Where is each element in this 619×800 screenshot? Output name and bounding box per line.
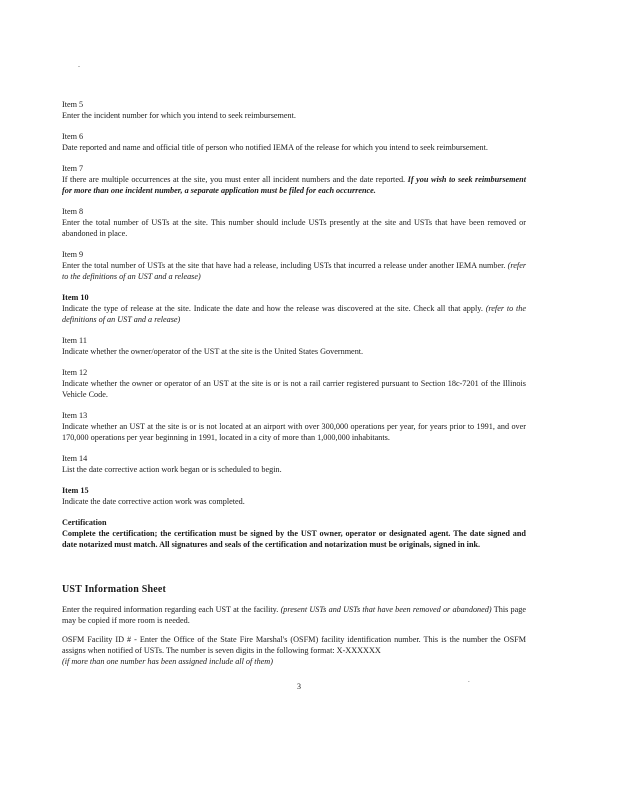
item-title: Certification	[62, 518, 107, 527]
list-item	[62, 206, 526, 239]
item-title: Item 15	[62, 486, 89, 495]
ust-section	[62, 604, 526, 675]
list-item	[62, 367, 526, 400]
ust-paragraph-text: Enter the required information regarding each UST at the facility.	[62, 605, 279, 614]
item-body	[62, 303, 526, 325]
ust-paragraph-note: (present USTs and USTs that have been removed or abandoned)	[280, 605, 492, 614]
section-title: UST Information Sheet	[62, 584, 167, 595]
item-title: Item 6	[62, 132, 84, 141]
item-title: Item 7	[62, 164, 84, 173]
list-item	[62, 517, 526, 550]
list-item	[62, 249, 526, 282]
list-item	[62, 131, 526, 153]
item-body-note: (refer to the definitions of an UST and a release)	[62, 261, 527, 281]
instructions-list	[62, 99, 526, 560]
page-number: 3	[297, 682, 301, 691]
list-item	[62, 485, 526, 507]
corner-mark: .	[78, 60, 80, 69]
item-body-text: If there are multiple occurrences at the site, you must enter all incident numbers and the date reported.	[62, 175, 406, 184]
list-item	[62, 453, 526, 475]
ust-paragraph-text: OSFM Facility ID # - Enter the Office of the State Fire Marshal's (OSFM) facility identification number. This is the number the OSFM assigns when notified of USTs. The number is seven digits in the following format: X-XXXXXX	[62, 635, 526, 655]
item-title: Item 12	[62, 368, 88, 377]
list-item	[62, 99, 526, 121]
item-body-text: Indicate the type of release at the site. Indicate the date and how the release was discovered at the site. Check all that apply.	[62, 304, 483, 313]
item-body: Indicate the date corrective action work was completed.	[62, 497, 245, 506]
item-body	[62, 260, 526, 282]
item-title: Item 10	[62, 293, 89, 302]
ust-paragraph-end: This page may be copied if more room is needed.	[62, 605, 527, 625]
item-body: Enter the incident number for which you intend to seek reimbursement.	[62, 111, 296, 120]
list-item	[62, 163, 526, 196]
item-body: List the date corrective action work began or is scheduled to begin.	[62, 465, 282, 474]
item-title: Item 13	[62, 411, 88, 420]
item-title: Item 5	[62, 100, 84, 109]
trailing-mark: .	[468, 676, 470, 684]
item-body: Date reported and name and official title of person who notified IEMA of the release for which you intend to seek reimbursement.	[62, 143, 488, 152]
item-body-note: (refer to the definitions of an UST and a release)	[62, 304, 526, 324]
item-title: Item 9	[62, 250, 84, 259]
item-title: Item 8	[62, 207, 84, 216]
item-body-note: If you wish to seek reimbursement for more than one incident number, a separate application must be filed for each occurrence.	[62, 175, 526, 195]
item-body-text: Enter the total number of USTs at the site that have had a release, including USTs that incurred a release under another IEMA number.	[62, 261, 506, 270]
list-item	[62, 335, 526, 357]
item-body: Indicate whether the owner/operator of the UST at the site is the United States Government.	[62, 347, 364, 356]
list-item	[62, 410, 526, 443]
item-body: Complete the certification; the certification must be signed by the UST owner, operator or designated agent. The date signed and date notarized must match. All signatures and seals of the certification and notarization must be originals, signed in ink.	[62, 529, 526, 549]
ust-paragraph	[62, 604, 526, 626]
ust-paragraph	[62, 634, 526, 667]
ust-paragraph-note: (if more than one number has been assigned include all of them)	[62, 657, 273, 666]
item-title: Item 14	[62, 454, 88, 463]
item-title: Item 11	[62, 336, 87, 345]
item-body: Indicate whether the owner or operator of an UST at the site is or is not a rail carrier registered pursuant to Section 18c-7201 of the Illinois Vehicle Code.	[62, 379, 526, 399]
item-body	[62, 174, 526, 196]
item-body: Indicate whether an UST at the site is or is not located at an airport with over 300,000 operations per year, for years prior to 1991, and over 170,000 operations per year beginning in 1991, located in a city of more than 1,000,000 inhabitants.	[62, 422, 526, 442]
list-item	[62, 292, 526, 325]
item-body: Enter the total number of USTs at the site. This number should include USTs presently at the site and USTs that have been removed or abandoned in place.	[62, 218, 526, 238]
